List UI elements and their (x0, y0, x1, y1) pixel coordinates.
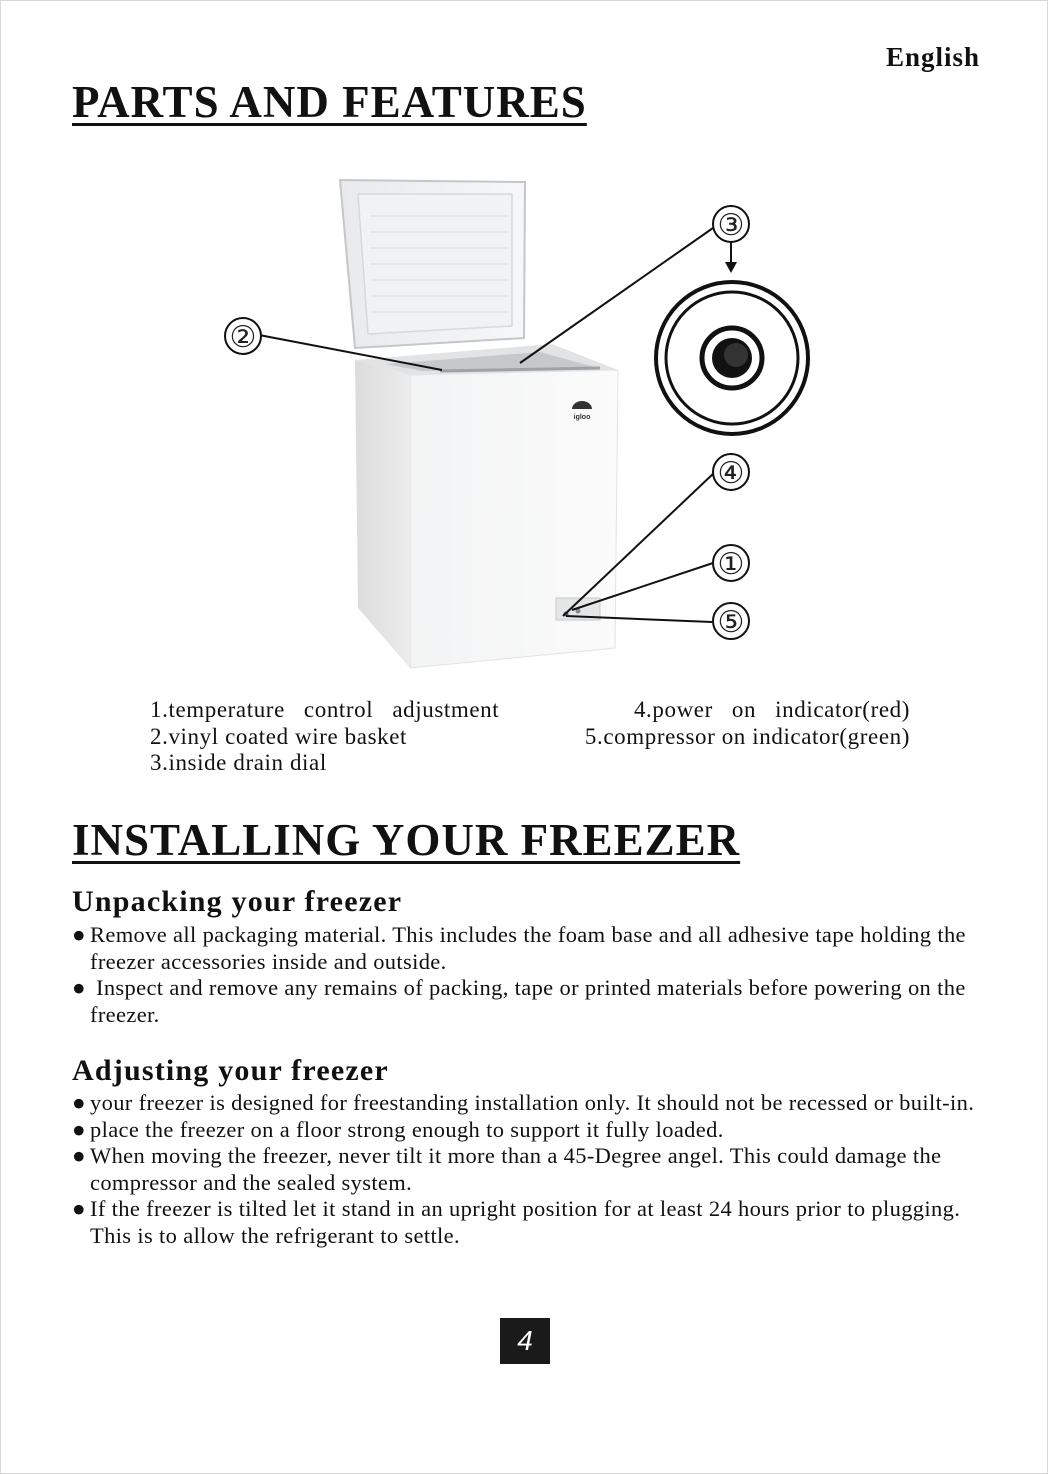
svg-text:igloo: igloo (573, 414, 591, 421)
drain-dial-detail (656, 240, 808, 434)
list-item (72, 1117, 988, 1144)
callout-5-label: ⑤ (717, 606, 745, 639)
adjusting-list (72, 1090, 988, 1250)
callout-4-label: ④ (717, 457, 745, 490)
language-label: English (885, 42, 980, 72)
legend-item-3: 3.inside drain dial (150, 750, 327, 775)
legend-item-2: 2.vinyl coated wire basket (150, 723, 408, 749)
list-item (72, 1090, 988, 1117)
callout-2-label: ② (229, 321, 257, 354)
bullet-icon: ● (72, 1143, 86, 1169)
legend-item-5: 5.compressor on indicator(green) (584, 723, 910, 749)
callout-1-label: ① (717, 548, 745, 581)
bullet-icon: ● (72, 1090, 86, 1115)
bullet-icon: ● (72, 1196, 86, 1222)
list-item-text: Inspect and remove any remains of packing, tape or printed materials before powering on the freezer. (90, 975, 972, 1027)
callout-3-label: ③ (717, 209, 745, 242)
adjusting-heading: Adjusting your freezer (72, 1054, 389, 1087)
freezer-body (355, 344, 618, 668)
list-item (72, 922, 988, 975)
bullet-icon: ● (72, 922, 86, 947)
parts-and-features-title: PARTS AND FEATURES (72, 77, 587, 127)
list-item (72, 1196, 988, 1249)
legend-item-4: 4.power on indicator(red) (633, 697, 910, 722)
parts-legend-right (585, 697, 910, 750)
bullet-icon: ● (72, 975, 86, 1001)
installing-title: INSTALLING YOUR FREEZER (72, 815, 741, 865)
page-number: 4 (500, 1318, 550, 1364)
freezer-lid (340, 180, 525, 348)
list-item (72, 1143, 988, 1196)
list-item-text: place the freezer on a floor strong enough to support it fully loaded. (90, 1116, 724, 1142)
list-item-text: When moving the freezer, never tilt it more than a 45-Degree angel. This could damage the compressor and the sealed system. (90, 1143, 942, 1195)
unpacking-list (72, 922, 988, 1028)
freezer-diagram (210, 170, 830, 680)
list-item (72, 975, 988, 1028)
list-item-text: If the freezer is tilted let it stand in an upright position for at least 24 hours prior to plugging. This is to allow the refrigerant to settle. (90, 1196, 961, 1248)
bullet-icon: ● (72, 1116, 86, 1142)
list-item-text: Remove all packaging material. This includes the foam base and all adhesive tape holding the freezer accessories inside and outside. (90, 922, 966, 974)
legend-item-1: 1.temperature control adjustment (150, 697, 500, 722)
parts-legend-left (150, 697, 499, 777)
unpacking-heading: Unpacking your freezer (72, 885, 403, 918)
list-item-text: your freezer is designed for freestanding installation only. It should not be recessed or built-in. (90, 1090, 975, 1115)
